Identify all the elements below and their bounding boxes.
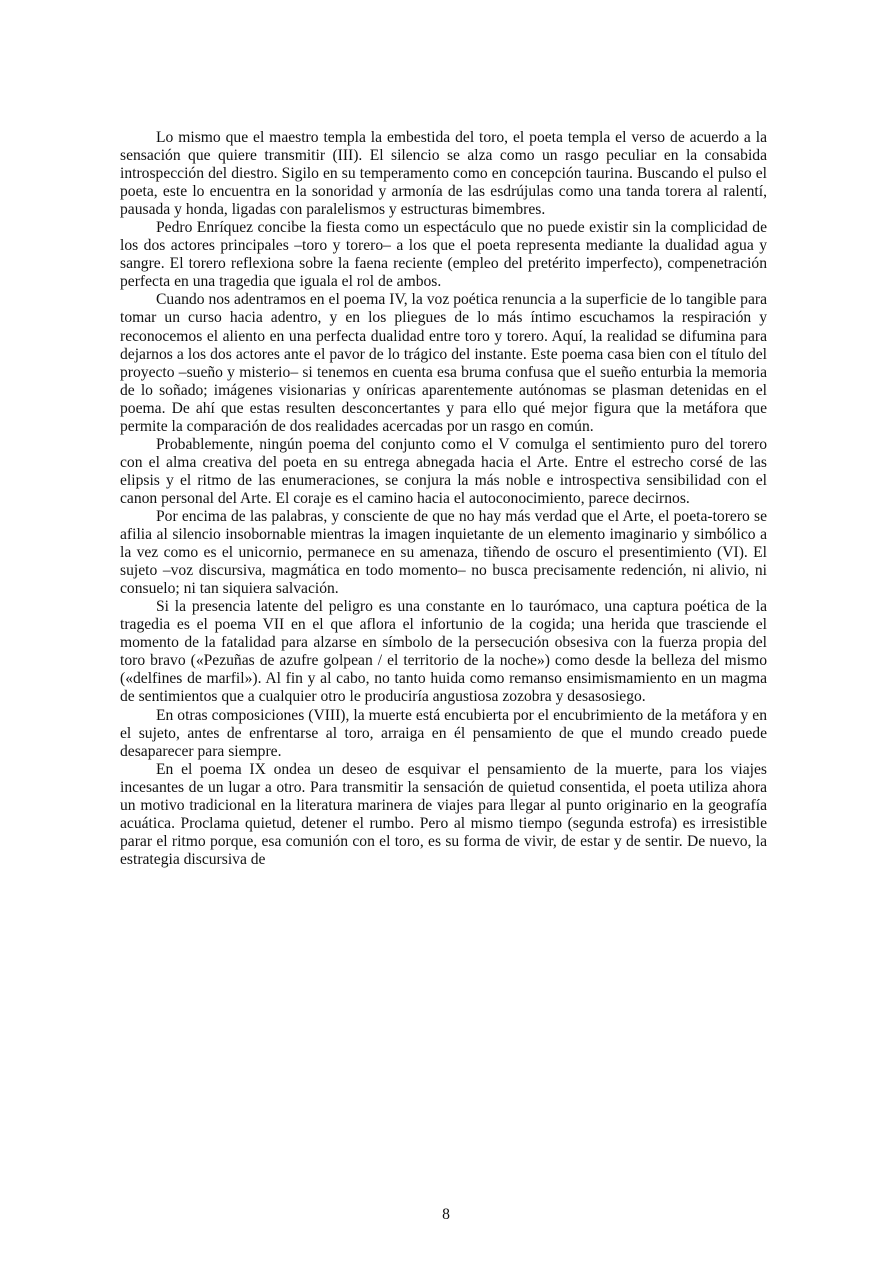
paragraph-poem-iii: Lo mismo que el maestro templa la embestida del toro, el poeta templa el verso de acuerdo a la sensación que quiere transmitir (III). El silencio se alza como un rasgo peculiar en la consabida introspección del diestro. Sigilo en su temperamento como en concepción taurina. Buscando el pulso el poeta, este lo encuentra en la sonoridad y armonía de las esdrújulas como una tanda torera al ralentí, pausada y honda, ligadas con paralelismos y estructuras bimembres. bbox=[120, 129, 767, 219]
paragraph-fiesta-duality: Pedro Enríquez concibe la fiesta como un espectáculo que no puede existir sin la complicidad de los dos actores principales –toro y torero– a los que el poeta representa mediante la dualidad agua y sangre. El torero reflexiona sobre la faena reciente (empleo del pretérito imperfecto), compenetración perfecta en una tragedia que iguala el rol de ambos. bbox=[120, 219, 767, 291]
paragraph-poem-ix: En el poema IX ondea un deseo de esquivar el pensamiento de la muerte, para los viajes incesantes de un lugar a otro. Para transmitir la sensación de quietud consentida, el poeta utiliza ahora un motivo tradicional en la literatura marinera de viajes para llegar al punto originario en la geografía acuática. Proclama quietud, detener el rumbo. Pero al mismo tiempo (segunda estrofa) es irresistible parar el ritmo porque, esa comunión con el toro, es su forma de vivir, de estar y de sentir. De nuevo, la estrategia discursiva de bbox=[120, 760, 767, 868]
paragraph-poem-vii: Si la presencia latente del peligro es una constante en lo taurómaco, una captura poética de la tragedia es el poema VII en el que aflora el infortunio de la cogida; una herida que trasciende el momento de la fatalidad para alzarse en símbolo de la persecución obsesiva con la fuerza propia del toro bravo («Pezuñas de azufre golpean / el territorio de la noche») como desde la belleza del mismo («delfines de marfil»). Al fin y al cabo, no tanto huida como remanso ensimismamiento en un magma de sentimientos que a cualquier otro le produciría angustiosa zozobra y desasosiego. bbox=[120, 598, 767, 706]
page-number: 8 bbox=[442, 1206, 450, 1223]
page-body bbox=[120, 129, 767, 869]
paragraph-poem-vi: Por encima de las palabras, y consciente de que no hay más verdad que el Arte, el poeta-torero se afilia al silencio insobornable mientras la imagen inquietante de un elemento imaginario y simbólico a la vez como es el unicornio, permanece en su amenaza, tiñendo de oscuro el presentimiento (VI). El sujeto –voz discursiva, magmática en todo momento– no busca precisamente redención, ni alivio, ni consuelo; ni tan siquiera salvación. bbox=[120, 507, 767, 598]
paragraph-poem-viii: En otras composiciones (VIII), la muerte está encubierta por el encubrimiento de la metáfora y en el sujeto, antes de enfrentarse al toro, arraiga en él pensamiento de que el mundo creado puede desaparecer para siempre. bbox=[120, 706, 767, 760]
paragraph-poem-v: Probablemente, ningún poema del conjunto como el V comulga el sentimiento puro del torero con el alma creativa del poeta en su entrega abnegada hacia el Arte. Entre el estrecho corsé de las elipsis y el ritmo de las enumeraciones, se conjura la más noble e introspectiva sensibilidad con el canon personal del Arte. El coraje es el camino hacia el autoconocimiento, parece decirnos. bbox=[120, 435, 767, 507]
paragraph-poem-iv: Cuando nos adentramos en el poema IV, la voz poética renuncia a la superficie de lo tangible para tomar un curso hacia adentro, y en los pliegues de lo más íntimo escuchamos la respiración y reconocemos el aliento en una perfecta dualidad entre toro y torero. Aquí, la realidad se difumina para dejarnos a los dos actores ante el pavor de lo trágico del instante. Este poema casa bien con el título del proyecto –sueño y misterio– si tenemos en cuenta esa bruma confusa que el sueño enturbia la memoria de lo soñado; imágenes visionarias y oníricas aparentemente autónomas se plasman detenidas en el poema. De ahí que estas resulten desconcertantes y para ello qué mejor figura que la metáfora que permite la comparación de dos realidades acercadas por un rasgo en común. bbox=[120, 291, 767, 435]
